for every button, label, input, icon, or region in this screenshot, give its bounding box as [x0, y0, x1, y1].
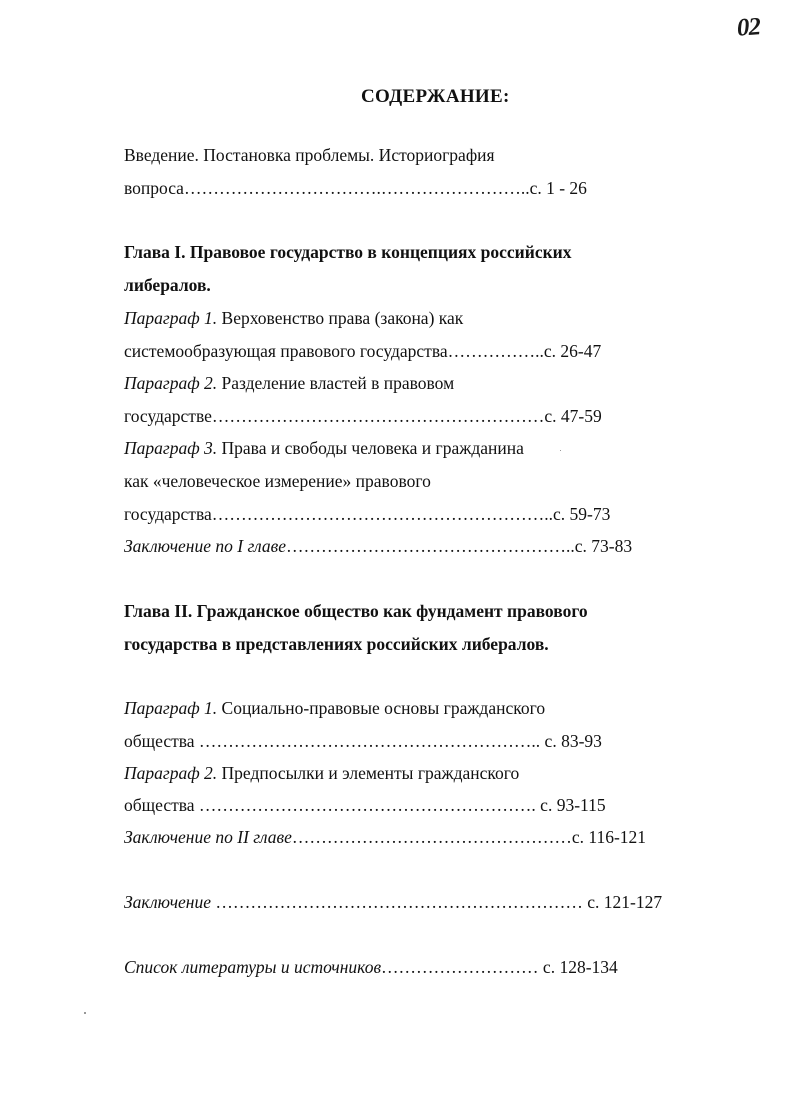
chapter-1-heading-line-2: либералов.	[124, 275, 211, 295]
chapter-1-paragraph-3-line-3: государства…………………………………………………..с. 59-73	[124, 504, 611, 524]
paragraph-label: Параграф 1.	[124, 698, 218, 718]
bibliography-dots: ……………………… с. 128-134	[381, 957, 618, 977]
conclusion-label: Заключение по I главе	[124, 536, 287, 556]
chapter-1-paragraph-3	[124, 437, 524, 459]
paragraph-title: Права и свободы человека и гражданина	[217, 438, 524, 458]
conclusion-dots: …………………………………………с. 116-121	[291, 827, 647, 847]
chapter-2-heading-line-1: Глава II. Гражданское общество как фундамент правового	[124, 601, 588, 621]
paragraph-label: Параграф 2.	[124, 763, 218, 783]
chapter-1-heading-line-1: Глава I. Правовое государство в концепциях российских	[124, 242, 572, 262]
chapter-2-conclusion	[124, 826, 646, 848]
chapter-2-paragraph-2-line-2: общества …………………………………………………. с. 93-115	[124, 795, 606, 815]
intro-line-1: Введение. Постановка проблемы. Историография	[124, 145, 495, 165]
chapter-1-paragraph-1	[124, 307, 463, 329]
conclusion-dots: ……………………………………………………… с. 121-127	[211, 892, 663, 912]
paragraph-title: Разделение властей в правовом	[217, 373, 455, 393]
conclusion-label: Заключение	[124, 892, 212, 912]
paragraph-title: Предпосылки и элементы гражданского	[217, 763, 520, 783]
paragraph-label: Параграф 1.	[124, 308, 218, 328]
chapter-2-paragraph-1-line-2: общества ………………………………………………….. с. 83-93	[124, 731, 602, 751]
scan-speck	[560, 450, 561, 451]
chapter-1-paragraph-1-line-2: системообразующая правового государства……………..с. 26-47	[124, 341, 602, 361]
chapter-2-heading-line-2: государства в представлениях российских либералов.	[124, 634, 549, 654]
paragraph-title: Социально-правовые основы гражданского	[217, 698, 546, 718]
scan-speck	[84, 1012, 86, 1014]
chapter-2-paragraph-1	[124, 697, 545, 719]
toc-conclusion	[124, 891, 662, 913]
chapter-1-paragraph-3-line-2: как «человеческое измерение» правового	[124, 471, 431, 491]
page-number: 02	[736, 13, 761, 42]
intro-line-2: вопроса…………………………….……………………..с. 1 - 26	[124, 178, 587, 198]
chapter-1-paragraph-2-line-2: государстве…………………………………………………с. 47-59	[124, 406, 602, 426]
chapter-1-paragraph-2	[124, 372, 454, 394]
paragraph-label: Параграф 3.	[124, 438, 218, 458]
paragraph-title: Верховенство права (закона) как	[217, 308, 464, 328]
paragraph-label: Параграф 2.	[124, 373, 218, 393]
bibliography-label: Список литературы и источников	[124, 957, 382, 977]
toc-bibliography	[124, 956, 618, 978]
chapter-2-paragraph-2	[124, 762, 519, 784]
conclusion-dots: …………………………………………..с. 73-83	[286, 536, 633, 556]
page-title: СОДЕРЖАНИЕ:	[361, 86, 510, 107]
chapter-1-conclusion	[124, 535, 632, 557]
conclusion-label: Заключение по II главе	[124, 827, 292, 847]
